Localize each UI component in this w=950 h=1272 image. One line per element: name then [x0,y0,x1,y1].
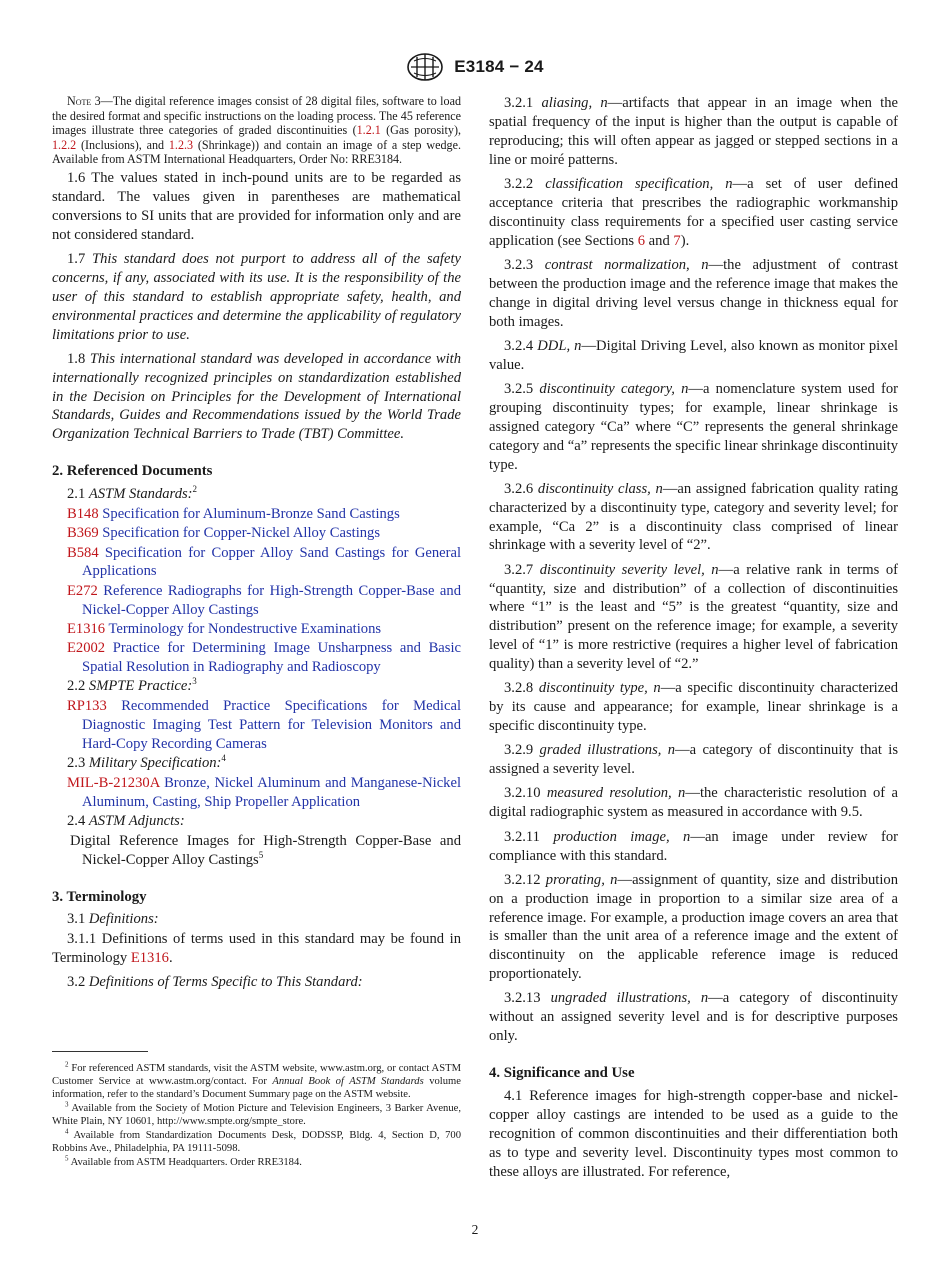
reference-e272[interactable]: E272 Reference Radiographs for High-Strength Copper-Base and Nickel-Copper Alloy Castings [67,582,461,618]
link-section-7[interactable]: 7 [673,232,681,249]
paragraph-1-6: 1.6 The values stated in inch-pound units are to be regarded as standard. The values given in parentheses are mathematical conversions to SI units that are provided for information only and are not considered standard. [52,169,461,243]
paragraph-4-1: 4.1 Reference images for high-strength copper-base and nickel-copper alloy castings are intended to be used as a guide to the recognition of common discontinuities and their differentiation both as to type and severity level. Discontinuity types most common to these alloys are illustrated. For reference, [489,1088,898,1180]
definition-3-2-11: 3.2.11 production image, n—an image under review for compliance with this standard. [489,828,899,864]
standard-designation: E3184 − 24 [454,57,544,76]
section-2-heading: 2. Referenced Documents [52,463,213,480]
link-e1316[interactable]: E1316 [130,950,169,967]
definition-3-2-9: 3.2.9 graded illustrations, n—a category of discontinuity that is assigned a severity level. [489,742,899,778]
subsection-2-1: 2.1 ASTM Standards:$^2$ [67,484,198,503]
definition-3-2-5: 3.2.5 discontinuity category, n—a nomenclature system used for grouping discontinuity types; for example, linear shrinkage is assigned category “Ca” where “C” represents the general shrinkage category and “a” represents the specific linear shrinkage discontinuity type. [489,380,898,473]
link-section-6[interactable]: 6 [637,232,646,249]
section-3-heading: 3. Terminology [52,888,147,905]
subsection-2-3: 2.3 Military Specification:$^4$ [67,753,226,772]
page-header [0,52,950,82]
reference-b148[interactable]: B148 Specification for Aluminum-Bronze Sand Castings [67,506,400,523]
right-column [489,94,898,1187]
reference-b584[interactable]: B584 Specification for Copper Alloy Sand Castings for General Applications [67,544,462,580]
subsection-2-4: 2.4 ASTM Adjuncts: [67,813,185,830]
reference-mil-b-21230a[interactable]: MIL-B-21230A Bronze, Nickel Aluminum and Manganese-Nickel Aluminum, Casting, Ship Propeller Application [67,774,461,810]
subsection-3-2: 3.2 Definitions of Terms Specific to This Standard: [67,974,363,991]
subsection-2-2: 2.2 SMPTE Practice:$^3$ [67,676,197,695]
paragraph-1-7: 1.7 This standard does not purport to address all of the safety concerns, if any, associated with its use. It is the responsibility of the user of this standard to establish appropriate safety, health, and environmental practices and determine the applicability of regulatory limitations prior to use. [52,250,461,343]
note-3: Note 3—The digital reference images consist of 28 digital files, software to load the desired format and specific instructions on the loading process. The 45 reference images illustrate three categories of graded discontinuities (1.2.1 (Gas porosity), 1.2.2 (Inclusions), and 1.2.3 (Shrinkage)) and contain an image of a step wedge. Available from ASTM International Headquarters, Order No: RRE3184. [52,94,461,167]
paragraph-1-8: 1.8 This international standard was developed in accordance with internationally recognized principles on standardization established in the Decision on Principles for the Development of International Standards, Guides and Recommendations issued by the World Trade Organization Technical Barriers to Trade (TBT) Committee. [52,350,462,443]
reference-e1316[interactable]: E1316 Terminology for Nondestructive Examinations [67,620,382,637]
left-column [52,94,461,993]
definition-3-2-2: 3.2.2 classification specification, n—a set of user defined acceptance criteria that prescribes the radiographic workmanship discontinuity class requirements for a specified user casting service application (see Sections 6 and 7). [489,175,898,249]
definition-3-2-3: 3.2.3 contrast normalization, n—the adjustment of contrast between the production image and the reference image that makes the change in digital driving level versus change in thickness equal for both images. [489,256,898,330]
footnote-4: $^4$ Available from Standardization Documents Desk, DODSSP, Bldg. 4, Section D, 700 Robbins Ave., Philadelphia, PA 19111-5098. [52,1127,461,1155]
subsection-3-1: 3.1 Definitions: [67,911,159,928]
definition-3-2-6: 3.2.6 discontinuity class, n—an assigned fabrication quality rating characterized by a discontinuity type, category and severity level; for example, “Ca 2” is a discontinuity class comprised of linear shrinkage with a severity level of “2”. [489,480,898,554]
reference-b369[interactable]: B369 Specification for Copper-Nickel Alloy Castings [67,525,381,542]
page-number: 2 [471,1222,479,1237]
footnotes [52,1062,461,1170]
definition-3-2-7: 3.2.7 discontinuity severity level, n—a relative rank in terms of “quantity, size and distribution” of a collection of discontinuities where “1” is the least and “5” is the greatest “quantity, size and distribution” present on the reference image; for example, a severity level of “1” is more restrictive (requires a higher level of fabrication quality) than a severity level of “2.” [489,561,898,673]
link-1-2-1[interactable]: 1.2.1 [356,123,381,138]
footnote-3: $^3$ Available from the Society of Motion Picture and Television Engineers, 3 Barker Avenue, White Plain, NY 10601, http://www.smpte.org/smpte_store. [52,1100,461,1128]
footnote-2: $^2$ For referenced ASTM standards, visit the ASTM website, www.astm.org, or contact ASTM Customer Service at www.astm.org/contact. For Annual Book of ASTM Standards volume information, refer to the standard’s Document Summary page on the ASTM website. [52,1060,461,1101]
definition-3-2-10: 3.2.10 measured resolution, n—the characteristic resolution of a digital radiographic system as measured in accordance with 9.5. [489,785,898,821]
definition-3-2-1: 3.2.1 aliasing, n—artifacts that appear in an image when the spatial frequency of the input is higher than the output is capable of reproducing; this will often appear as jagged or stepped sections in a line or moiré patterns. [489,95,898,168]
footnote-5: $^5$ Available from ASTM Headquarters. Order RRE3184. [65,1154,302,1168]
link-1-2-2[interactable]: 1.2.2 [52,137,77,152]
reference-rp133[interactable]: RP133 Recommended Practice Specifications for Medical Diagnostic Imaging Test Pattern for Television Monitors and Hard-Copy Recording Cameras [67,698,461,752]
definition-3-2-13: 3.2.13 ungraded illustrations, n—a category of discontinuity without an assigned severity level and is for descriptive purposes only. [489,990,899,1045]
astm-logo-icon [406,52,444,82]
paragraph-3-1-1: 3.1.1 Definitions of terms used in this standard may be found in Terminology E1316. [52,931,461,967]
definition-3-2-12: 3.2.12 prorating, n—assignment of quantity, size and distribution on a production image in proportion to a similar size area of a reference image. For example, a production image covers an area that is smaller than the unit area of a reference image and the extent of discontinuity on the applicable reference image is reduced proportionately. [489,871,898,983]
footnote-divider [52,1051,148,1052]
link-1-2-3[interactable]: 1.2.3 [168,137,194,152]
section-4-heading: 4. Significance and Use [489,1065,635,1082]
adjunct-item: Digital Reference Images for High-Strength Copper-Base and Nickel-Copper Alloy Castings$^5$ [70,832,461,868]
definition-3-2-4: 3.2.4 DDL, n—Digital Driving Level, also known as monitor pixel value. [489,337,899,373]
reference-e2002[interactable]: E2002 Practice for Determining Image Unsharpness and Basic Spatial Resolution in Radiography and Radioscopy [67,640,461,675]
definition-3-2-8: 3.2.8 discontinuity type, n—a specific discontinuity characterized by its cause and appearance; for example, linear shrinkage is a specific discontinuity type. [489,680,898,735]
